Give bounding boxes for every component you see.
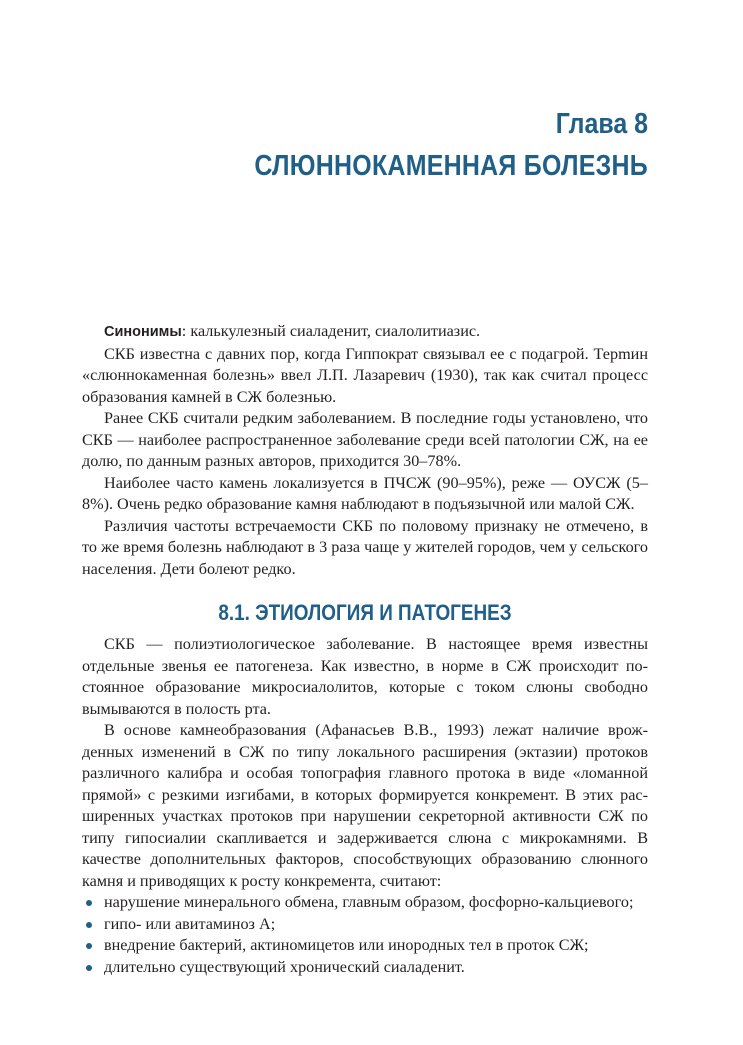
list-item-text: длительно существующий хронический сиаладенит. — [104, 957, 465, 976]
list-item — [82, 957, 648, 979]
list-item-text: внедрение бактерий, актиномицетов или инородных тел в проток СЖ; — [104, 936, 589, 954]
factors-list — [82, 892, 648, 978]
bullet-icon — [86, 922, 92, 928]
bullet-icon — [86, 965, 92, 971]
intro-paragraph-3: Наиболее часто камень локализуется в ПЧСЖ (90–95%), реже — ОУСЖ (5–8%). Очень редко образование камня наблюдают в подъязычной или малой СЖ. — [82, 473, 648, 513]
list-item-text: нарушение минерального обмена, главным образом, фосфорно-кальциевого; — [104, 893, 634, 911]
section-text — [82, 634, 648, 978]
section-paragraph-1: СКБ — полиэтиологическое заболевание. В настоящее время известны отдельные звенья ее патогенеза. Как известно, в норме в СЖ происходит постоянное образование микросиалолитов, которые с током слюны свободно вымываются в полость рта. — [82, 635, 648, 718]
intro-paragraph-2: Ранее СКБ считали редким заболеванием. В последние годы установлено, что СКБ — наиболее распространенное заболевание среди всей патологии СЖ, на ее долю, по данным разных авторов, приходится 30–78%. — [82, 409, 648, 470]
chapter-title: СЛЮННОКАМЕННАЯ БОЛЕЗНЬ — [254, 150, 648, 182]
intro-paragraph-1: СКБ известна с давних пор, когда Гиппократ связывал ее с подагрой. Терmин «слюннокаменная болезнь» ввел Л.П. Лазаревич (1930), так как считал процесс образования камней в СЖ болезнью. — [82, 344, 648, 406]
intro-text — [82, 321, 648, 580]
list-item-text: гипо- или авитаминоз А; — [104, 914, 276, 933]
list-item — [82, 914, 648, 936]
synonyms-label: Синонимы — [104, 324, 182, 340]
intro-paragraph-4: Различия частоты встречаемости СКБ по половому признаку не отмечено, в то же время болезнь наблюдают в 3 раза чаще у жителей городов, чем у сельского населения. Дети болеют редко. — [82, 516, 648, 578]
list-item — [82, 935, 648, 957]
list-item — [82, 892, 648, 914]
section-heading: 8.1. ЭТИОЛОГИЯ И ПАТОГЕНЕЗ — [218, 600, 512, 625]
synonyms-text: : калькулезный сиаладенит, сиалолитиазис. — [181, 322, 481, 340]
bullet-icon — [86, 943, 92, 949]
bullet-icon — [86, 900, 92, 906]
section-paragraph-2: В основе камнеобразования (Афанасьев В.В., 1993) лежат наличие врожденных изменений в СЖ по типу локального расширения (эктазии) протоков различного калибра и особая топография главного протока в виде «ломанной прямой» с резкими изгибами, в которых формируется конкремент. В этих расширенных участках протоков при нарушении секреторной активности СЖ по типу гипосиалии скапливается и задерживается слюна с микрокамнями. В качестве дополнительных факторов, способствующих образованию слюнного камня и приводящих к росту конкремента, считают: — [82, 721, 648, 890]
synonyms-paragraph — [82, 321, 648, 344]
chapter-number: Глава 8 — [555, 108, 648, 140]
